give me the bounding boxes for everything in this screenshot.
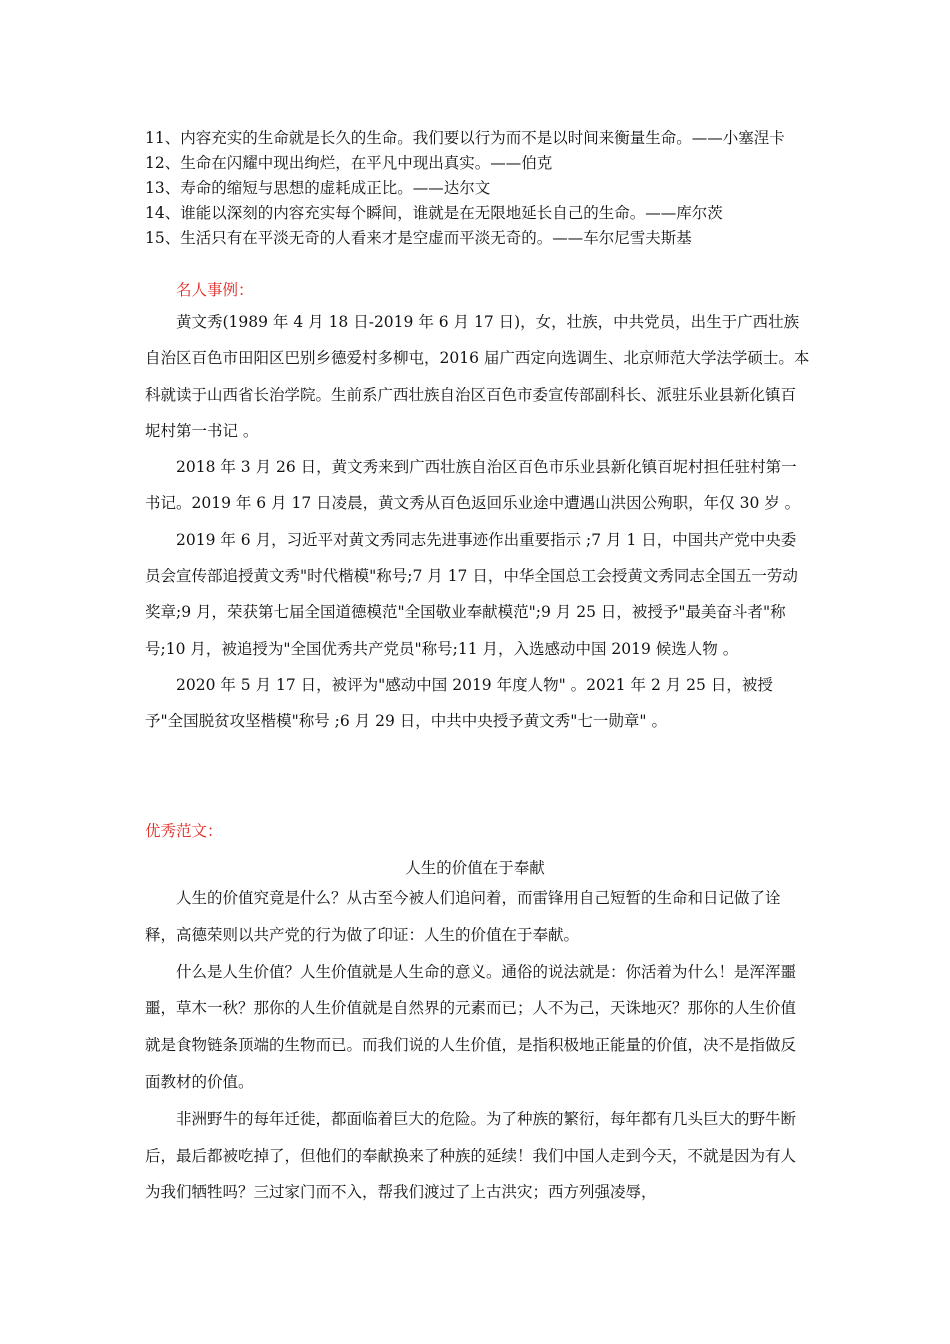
paragraph: 2019 年 6 月，习近平对黄文秀同志先进事迹作出重要指示 ;7 月 1 日，中国共产党中央委员会宣传部追授黄文秀"时代楷模"称号;7 月 17 日，中华全国总工会授黄文秀同志全国五一劳动奖章;9 月，荣获第七届全国道德模范"全国敬业奉献模范";9 月 25 日，被授予"最美奋斗者"称号;10 月，被追授为"全国优秀共产党员"称号;11 月，入选感动中国 2019 候选人物 。	[145, 530, 798, 658]
quote-item: 11、内容充实的生命就是长久的生命。我们要以行为而不是以时间来衡量生命。——小塞涅卡	[145, 129, 785, 147]
paragraph: 黄文秀(1989 年 4 月 18 日-2019 年 6 月 17 日)，女，壮族，中共党员，出生于广西壮族自治区百色市田阳区巴别乡德爱村多柳屯，2016 届广西定向选调生、北京师范大学法学硕士。本科就读于山西省长治学院。生前系广西壮族自治区百色市委宣传部副科长、派驻乐业县新化镇百坭村第一书记 。	[145, 313, 810, 440]
quote-list	[145, 126, 810, 251]
quote-item: 13、寿命的缩短与思想的虚耗成正比。——达尔文	[145, 179, 491, 197]
famous-examples-body	[145, 304, 810, 740]
quote-item: 14、谁能以深刻的内容充实每个瞬间，谁就是在无限地延长自己的生命。——库尔茨	[145, 204, 723, 222]
essay-title: 人生的价值在于奉献	[405, 859, 545, 877]
paragraph: 非洲野牛的每年迁徙，都面临着巨大的危险。为了种族的繁衍，每年都有几头巨大的野牛断后，最后都被吃掉了，但他们的奉献换来了种族的延续！我们中国人走到今天，不就是因为有人为我们牺牲吗？三过家门而不入，帮我们渡过了上古洪灾；西方列强凌辱，	[145, 1109, 797, 1202]
quote-item: 15、生活只有在平淡无奇的人看来才是空虚而平淡无奇的。——车尔尼雪夫斯基	[145, 229, 692, 247]
quote-item: 12、生命在闪耀中现出绚烂，在平凡中现出真实。——伯克	[145, 154, 553, 172]
paragraph: 什么是人生价值？人生价值就是人生命的意义。通俗的说法就是：你活着为什么！是浑浑噩噩，草木一秋？那你的人生价值就是自然界的元素而已；人不为己，天诛地灭？那你的人生价值就是食物链条顶端的生物而已。而我们说的人生价值，是指积极地正能量的价值，决不是指做反面教材的价值。	[145, 962, 797, 1091]
paragraph: 人生的价值究竟是什么？从古至今被人们追问着，而雷锋用自己短暂的生命和日记做了诠释，高德荣则以共产党的行为做了印证：人生的价值在于奉献。	[145, 889, 781, 944]
paragraph: 2018 年 3 月 26 日，黄文秀来到广西壮族自治区百色市乐业县新化镇百坭村担任驻村第一书记。2019 年 6 月 17 日凌晨，黄文秀从百色返回乐业途中遭遇山洪因公殉职，年仅 30 岁 。	[145, 458, 801, 513]
sample-essay-heading: 优秀范文：	[145, 822, 223, 840]
paragraph: 2020 年 5 月 17 日，被评为"感动中国 2019 年度人物" 。2021 年 2 月 25 日，被授予"全国脱贫攻坚楷模"称号 ;6 月 29 日，中共中央授予黄文秀"七一勋章" 。	[145, 675, 773, 731]
famous-examples-heading: 名人事例：	[176, 281, 254, 299]
essay-body	[145, 880, 810, 1211]
